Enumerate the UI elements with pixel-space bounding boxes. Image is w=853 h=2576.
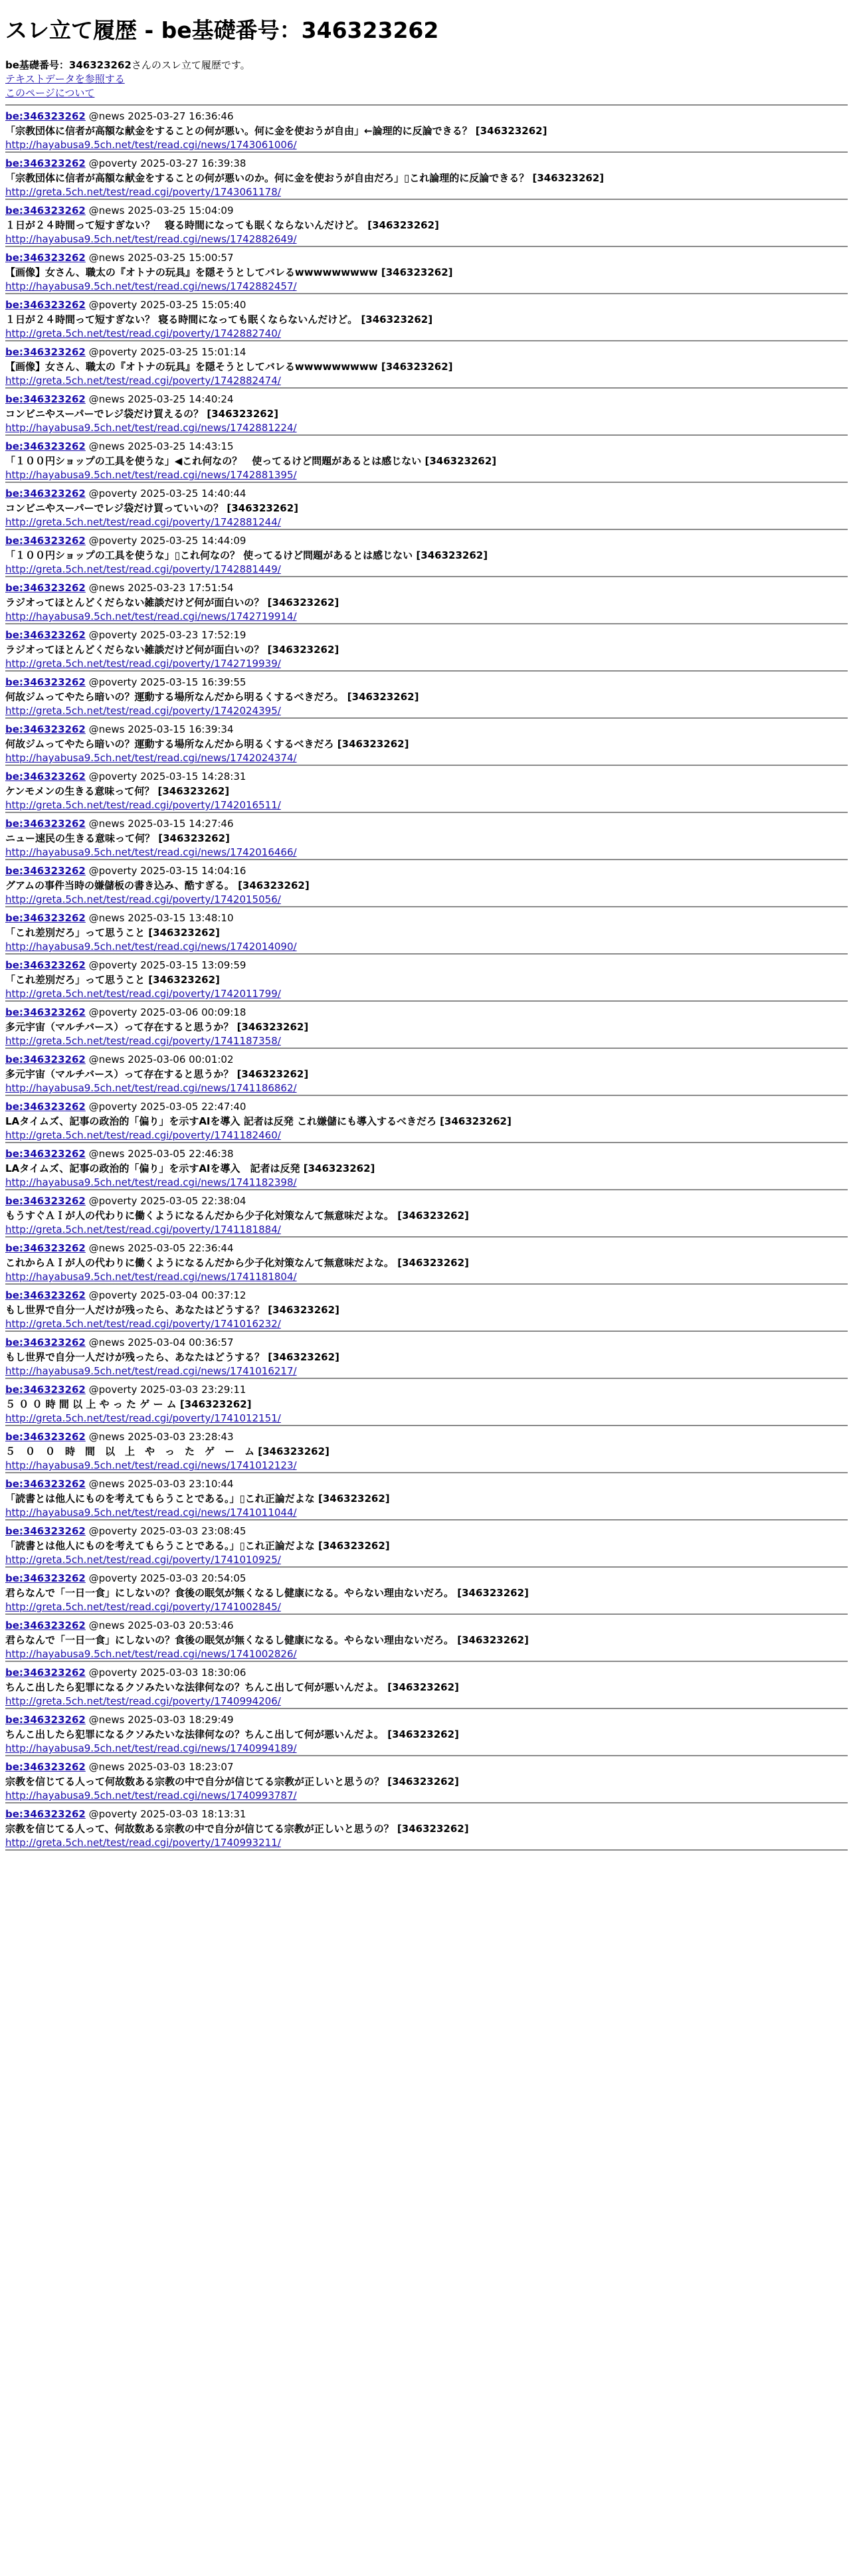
entry-header bbox=[5, 534, 848, 549]
entry-header bbox=[5, 1053, 848, 1067]
be-id-link[interactable]: be:346323262 bbox=[5, 205, 86, 217]
entry-header bbox=[5, 1336, 848, 1350]
entry-board-date: @poverty 2025-03-03 20:54:05 bbox=[88, 1572, 246, 1584]
thread-url-link[interactable]: http://greta.5ch.net/test/read.cgi/poverty/1740993211/ bbox=[5, 1837, 281, 1849]
list-item bbox=[5, 1662, 848, 1709]
list-item bbox=[5, 577, 848, 624]
be-id-link[interactable]: be:346323262 bbox=[5, 1289, 86, 1301]
entry-board-date: @poverty 2025-03-25 15:01:14 bbox=[88, 346, 246, 358]
be-id-link[interactable]: be:346323262 bbox=[5, 1195, 86, 1207]
entry-board-date: @news 2025-03-03 18:29:49 bbox=[88, 1714, 234, 1726]
be-id-link[interactable]: be:346323262 bbox=[5, 535, 86, 547]
thread-url-link[interactable]: http://greta.5ch.net/test/read.cgi/poverty/1742011799/ bbox=[5, 988, 281, 1000]
about-page-link[interactable]: このページについて bbox=[5, 87, 95, 99]
be-id-link[interactable]: be:346323262 bbox=[5, 1808, 86, 1820]
list-item bbox=[5, 860, 848, 907]
thread-url-link[interactable]: http://greta.5ch.net/test/read.cgi/poverty/1742719939/ bbox=[5, 658, 281, 670]
thread-title: LAタイムズ、記事の政治的「偏り」を示すAIを導入 記者は反発 これ嫌儲にも導入するべきだろ [346323262] bbox=[5, 1115, 512, 1127]
entry-header bbox=[5, 110, 848, 124]
thread-title: ニュー速民の生きる意味って何？ [346323262] bbox=[5, 832, 230, 844]
be-id-link[interactable]: be:346323262 bbox=[5, 1336, 86, 1348]
entry-header bbox=[5, 959, 848, 973]
entry-board-date: @news 2025-03-25 14:40:24 bbox=[88, 393, 234, 405]
thread-url-link[interactable]: http://greta.5ch.net/test/read.cgi/poverty/1741187358/ bbox=[5, 1035, 281, 1048]
list-item bbox=[5, 200, 848, 247]
entry-header bbox=[5, 911, 848, 926]
thread-history-list bbox=[5, 104, 848, 1851]
thread-title: 何故ジムってやたら暗いの？運動する場所なんだから明るくするべきだろ。 [346323262] bbox=[5, 690, 419, 703]
thread-url-link[interactable]: http://greta.5ch.net/test/read.cgi/poverty/1741012151/ bbox=[5, 1412, 281, 1425]
thread-url-link[interactable]: http://hayabusa9.5ch.net/test/read.cgi/news/1742881224/ bbox=[5, 422, 297, 434]
entry-board-date: @poverty 2025-03-03 23:08:45 bbox=[88, 1525, 246, 1537]
entry-board-date: @poverty 2025-03-25 15:05:40 bbox=[88, 299, 246, 311]
thread-title: もし世界で自分一人だけが残ったら、あなたはどうする？ [346323262] bbox=[5, 1303, 339, 1316]
thread-title: ちんこ出したら犯罪になるクソみたいな法律何なの？ちんこ出して何が悪いんだよ。 [346323262] bbox=[5, 1728, 459, 1740]
list-item bbox=[5, 1568, 848, 1615]
list-item bbox=[5, 1096, 848, 1143]
entry-board-date: @news 2025-03-04 00:36:57 bbox=[88, 1336, 234, 1348]
thread-title: ちんこ出したら犯罪になるクソみたいな法律何なの？ちんこ出して何が悪いんだよ。 [346323262] bbox=[5, 1681, 459, 1693]
be-id-link[interactable]: be:346323262 bbox=[5, 393, 86, 405]
entry-board-date: @poverty 2025-03-25 14:44:09 bbox=[88, 535, 246, 547]
thread-title: 【画像】女さん、職太の『オトナの玩具』を隠そうとしてバレるwwwwwwwww [346323262] bbox=[5, 360, 453, 373]
thread-url-link[interactable]: http://greta.5ch.net/test/read.cgi/poverty/1742024395/ bbox=[5, 705, 281, 717]
list-item bbox=[5, 1426, 848, 1473]
entry-board-date: @news 2025-03-25 15:04:09 bbox=[88, 205, 234, 217]
entry-board-date: @news 2025-03-15 16:39:34 bbox=[88, 723, 234, 735]
thread-url-link[interactable]: http://hayabusa9.5ch.net/test/read.cgi/news/1741012123/ bbox=[5, 1459, 297, 1472]
be-id-link[interactable]: be:346323262 bbox=[5, 1006, 86, 1018]
be-id-link[interactable]: be:346323262 bbox=[5, 723, 86, 735]
entry-header bbox=[5, 298, 848, 313]
entry-header bbox=[5, 345, 848, 360]
thread-url-link[interactable]: http://greta.5ch.net/test/read.cgi/poverty/1741016232/ bbox=[5, 1318, 281, 1331]
thread-url-link[interactable]: http://hayabusa9.5ch.net/test/read.cgi/news/1741182398/ bbox=[5, 1176, 297, 1189]
list-item bbox=[5, 389, 848, 436]
be-label: be基礎番号：346323262 bbox=[5, 59, 132, 71]
thread-title: 君らなんで「一日一食」にしないの？食後の眠気が無くなるし健康になる。やらない理由ないだろ。 [346323262] bbox=[5, 1633, 529, 1646]
thread-title: 多元宇宙（マルチバース）って存在すると思うか？ [346323262] bbox=[5, 1067, 309, 1080]
be-id-link[interactable]: be:346323262 bbox=[5, 157, 86, 169]
entry-header bbox=[5, 817, 848, 832]
page-title: スレ立て履歴 - be基礎番号：346323262 bbox=[5, 17, 439, 43]
entry-board-date: @poverty 2025-03-15 14:04:16 bbox=[88, 865, 246, 877]
entry-header bbox=[5, 1807, 848, 1822]
thread-url-link[interactable]: http://greta.5ch.net/test/read.cgi/poverty/1742882474/ bbox=[5, 375, 281, 387]
entry-header bbox=[5, 440, 848, 454]
list-item bbox=[5, 530, 848, 577]
thread-url-link[interactable]: http://hayabusa9.5ch.net/test/read.cgi/news/1742016466/ bbox=[5, 846, 297, 859]
entry-header bbox=[5, 628, 848, 643]
thread-url-link[interactable]: http://greta.5ch.net/test/read.cgi/poverty/1742881244/ bbox=[5, 516, 281, 529]
be-id-link[interactable]: be:346323262 bbox=[5, 1714, 86, 1726]
list-item bbox=[5, 1049, 848, 1096]
entry-header bbox=[5, 1524, 848, 1539]
thread-title: 「１００円ショップの工具を使うな」◀これ何なの？ 使ってるけど問題があるとは感じない [346323262] bbox=[5, 454, 497, 467]
entry-header bbox=[5, 723, 848, 737]
entry-board-date: @news 2025-03-27 16:36:46 bbox=[88, 110, 234, 122]
entry-board-date: @news 2025-03-25 14:43:15 bbox=[88, 440, 234, 452]
list-item bbox=[5, 1190, 848, 1238]
be-info bbox=[5, 58, 848, 100]
be-id-link[interactable]: be:346323262 bbox=[5, 1525, 86, 1537]
thread-title: 「宗教団体に信者が高額な献金をすることの何が悪い。何に金を使おうが自由」←論理的に反論できる？ [346323262] bbox=[5, 124, 547, 137]
be-suffix: さんのスレ立て履歴です。 bbox=[131, 59, 250, 71]
list-item bbox=[5, 1238, 848, 1285]
list-item bbox=[5, 719, 848, 766]
thread-title: コンビニやスーパーでレジ袋だけ買えるの？ [346323262] bbox=[5, 407, 278, 420]
entry-board-date: @poverty 2025-03-06 00:09:18 bbox=[88, 1006, 246, 1018]
entry-board-date: @poverty 2025-03-27 16:39:38 bbox=[88, 157, 246, 169]
list-item bbox=[5, 1285, 848, 1332]
thread-title: ラジオってほとんどくだらない雑談だけど何が面白いの？ [346323262] bbox=[5, 643, 339, 656]
be-id-link[interactable]: be:346323262 bbox=[5, 1431, 86, 1443]
entry-header bbox=[5, 1100, 848, 1115]
thread-title: ５ ０ ０ 時 間 以 上 や っ た ゲ ー ム [346323262] bbox=[5, 1398, 252, 1410]
be-id-link[interactable]: be:346323262 bbox=[5, 488, 86, 500]
thread-title: LAタイムズ、記事の政治的「偏り」を示すAIを導入 記者は反発 [346323262] bbox=[5, 1162, 375, 1174]
entry-board-date: @news 2025-03-05 22:46:38 bbox=[88, 1148, 234, 1160]
be-id-link[interactable]: be:346323262 bbox=[5, 912, 86, 924]
be-id-link[interactable]: be:346323262 bbox=[5, 1478, 86, 1490]
be-id-link[interactable]: be:346323262 bbox=[5, 1148, 86, 1160]
be-id-link[interactable]: be:346323262 bbox=[5, 771, 86, 782]
be-id-link[interactable]: be:346323262 bbox=[5, 346, 86, 358]
thread-url-link[interactable]: http://greta.5ch.net/test/read.cgi/poverty/1741002845/ bbox=[5, 1601, 281, 1613]
thread-url-link[interactable]: http://greta.5ch.net/test/read.cgi/poverty/1742882740/ bbox=[5, 327, 281, 340]
thread-url-link[interactable]: http://greta.5ch.net/test/read.cgi/poverty/1742016511/ bbox=[5, 799, 281, 812]
entry-board-date: @news 2025-03-25 15:00:57 bbox=[88, 252, 234, 264]
be-id-link[interactable]: be:346323262 bbox=[5, 582, 86, 594]
be-id-link[interactable]: be:346323262 bbox=[5, 299, 86, 311]
list-item bbox=[5, 1143, 848, 1190]
thread-title: ラジオってほとんどくだらない雑談だけど何が面白いの？ [346323262] bbox=[5, 596, 339, 608]
list-item bbox=[5, 1756, 848, 1803]
thread-url-link[interactable]: http://greta.5ch.net/test/read.cgi/poverty/1741181884/ bbox=[5, 1224, 281, 1236]
thread-title: １日が２４時間って短すぎない？ 寝る時間になっても眠くならないんだけど。 [346323262] bbox=[5, 219, 439, 231]
thread-title: ５ ０ ０ 時 間 以 上 や っ た ゲ ー ム [346323262] bbox=[5, 1445, 330, 1457]
entry-header bbox=[5, 1713, 848, 1728]
entry-board-date: @poverty 2025-03-25 14:40:44 bbox=[88, 488, 246, 500]
entry-board-date: @news 2025-03-05 22:36:44 bbox=[88, 1242, 234, 1254]
thread-url-link[interactable]: http://hayabusa9.5ch.net/test/read.cgi/news/1742881395/ bbox=[5, 469, 297, 482]
entry-header bbox=[5, 1147, 848, 1162]
entry-board-date: @poverty 2025-03-03 23:29:11 bbox=[88, 1384, 246, 1396]
thread-title: コンビニやスーパーでレジ袋だけ買っていいの？ [346323262] bbox=[5, 502, 298, 514]
entry-header bbox=[5, 581, 848, 596]
entry-board-date: @poverty 2025-03-04 00:37:12 bbox=[88, 1289, 246, 1301]
list-item bbox=[5, 341, 848, 389]
entry-board-date: @poverty 2025-03-05 22:38:04 bbox=[88, 1195, 246, 1207]
be-id-link[interactable]: be:346323262 bbox=[5, 1384, 86, 1396]
entry-board-date: @poverty 2025-03-03 18:13:31 bbox=[88, 1808, 246, 1820]
entry-header bbox=[5, 1242, 848, 1256]
list-item bbox=[5, 1379, 848, 1426]
thread-title: これからＡＩが人の代わりに働くようになるんだから少子化対策なんて無意味だよな。 [346323262] bbox=[5, 1256, 469, 1269]
thread-url-link[interactable]: http://greta.5ch.net/test/read.cgi/poverty/1741182460/ bbox=[5, 1129, 281, 1142]
list-item bbox=[5, 247, 848, 294]
entry-header bbox=[5, 251, 848, 266]
entry-header bbox=[5, 676, 848, 690]
be-id-link[interactable]: be:346323262 bbox=[5, 865, 86, 877]
entry-board-date: @poverty 2025-03-15 14:28:31 bbox=[88, 771, 246, 782]
list-item bbox=[5, 436, 848, 483]
entry-board-date: @poverty 2025-03-23 17:52:19 bbox=[88, 629, 246, 641]
list-item bbox=[5, 1709, 848, 1756]
thread-title: 「読書とは他人にものを考えてもらうことである。」▯これ正論だよな [346323262] bbox=[5, 1492, 390, 1505]
entry-header bbox=[5, 487, 848, 502]
entry-header bbox=[5, 770, 848, 784]
thread-url-link[interactable]: http://hayabusa9.5ch.net/test/read.cgi/news/1742719914/ bbox=[5, 610, 297, 623]
list-item bbox=[5, 955, 848, 1002]
be-id-link[interactable]: be:346323262 bbox=[5, 252, 86, 264]
thread-url-link[interactable]: http://hayabusa9.5ch.net/test/read.cgi/news/1743061006/ bbox=[5, 139, 297, 151]
list-item bbox=[5, 672, 848, 719]
entry-header bbox=[5, 1289, 848, 1303]
entry-board-date: @news 2025-03-03 23:28:43 bbox=[88, 1431, 234, 1443]
be-id-link[interactable]: be:346323262 bbox=[5, 110, 86, 122]
thread-title: ケンモメンの生きる意味って何？ [346323262] bbox=[5, 784, 230, 797]
entry-header bbox=[5, 1383, 848, 1398]
thread-url-link[interactable]: http://hayabusa9.5ch.net/test/read.cgi/news/1741016217/ bbox=[5, 1365, 297, 1378]
thread-title: もし世界で自分一人だけが残ったら、あなたはどうする？ [346323262] bbox=[5, 1350, 339, 1363]
entry-header bbox=[5, 157, 848, 171]
entry-header bbox=[5, 1006, 848, 1020]
entry-board-date: @news 2025-03-03 20:53:46 bbox=[88, 1619, 234, 1631]
thread-title: 「これ差別だろ」って思うこと [346323262] bbox=[5, 973, 220, 986]
thread-title: 【画像】女さん、職太の『オトナの玩具』を隠そうとしてバレるwwwwwwwww [346323262] bbox=[5, 266, 453, 278]
thread-url-link[interactable]: http://greta.5ch.net/test/read.cgi/poverty/1742015056/ bbox=[5, 893, 281, 906]
be-id-link[interactable]: be:346323262 bbox=[5, 1054, 86, 1065]
list-item bbox=[5, 1803, 848, 1851]
thread-url-link[interactable]: http://hayabusa9.5ch.net/test/read.cgi/news/1742882457/ bbox=[5, 280, 297, 293]
thread-title: グアムの事件当時の嫌儲板の書き込み、酷すぎる。 [346323262] bbox=[5, 879, 310, 891]
entry-board-date: @poverty 2025-03-03 18:30:06 bbox=[88, 1667, 246, 1679]
thread-title: 君らなんで「一日一食」にしないの？食後の眠気が無くなるし健康になる。やらない理由ないだろ。 [346323262] bbox=[5, 1586, 529, 1599]
thread-url-link[interactable]: http://hayabusa9.5ch.net/test/read.cgi/news/1742024374/ bbox=[5, 752, 297, 765]
entry-board-date: @news 2025-03-23 17:51:54 bbox=[88, 582, 234, 594]
be-id-link[interactable]: be:346323262 bbox=[5, 1242, 86, 1254]
entry-header bbox=[5, 1760, 848, 1775]
list-item bbox=[5, 766, 848, 813]
text-data-link[interactable]: テキストデータを参照する bbox=[5, 73, 125, 85]
entry-header bbox=[5, 1477, 848, 1492]
thread-title: 多元宇宙（マルチバース）って存在すると思うか？ [346323262] bbox=[5, 1020, 309, 1033]
list-item bbox=[5, 483, 848, 530]
thread-title: 「１００円ショップの工具を使うな」▯これ何なの？ 使ってるけど問題があるとは感じない [346323262] bbox=[5, 549, 488, 561]
thread-title: 「これ差別だろ」って思うこと [346323262] bbox=[5, 926, 220, 939]
thread-url-link[interactable]: http://hayabusa9.5ch.net/test/read.cgi/news/1742014090/ bbox=[5, 941, 297, 953]
be-id-link[interactable]: be:346323262 bbox=[5, 440, 86, 452]
thread-title: １日が２４時間って短すぎない？ 寝る時間になっても眠くならないんだけど。 [346323262] bbox=[5, 313, 433, 325]
thread-title: 「読書とは他人にものを考えてもらうことである。」▯これ正論だよな [346323262] bbox=[5, 1539, 390, 1552]
thread-url-link[interactable]: http://hayabusa9.5ch.net/test/read.cgi/news/1741186862/ bbox=[5, 1082, 297, 1095]
page bbox=[0, 17, 853, 1851]
entry-header bbox=[5, 1666, 848, 1681]
entry-board-date: @news 2025-03-03 23:10:44 bbox=[88, 1478, 234, 1490]
thread-title: 何故ジムってやたら暗いの？運動する場所なんだから明るくするべきだろ [346323262] bbox=[5, 737, 409, 750]
thread-url-link[interactable]: http://hayabusa9.5ch.net/test/read.cgi/news/1741002826/ bbox=[5, 1648, 297, 1661]
list-item bbox=[5, 153, 848, 200]
list-item bbox=[5, 106, 848, 153]
thread-title: 宗教を信じてる人って何故数ある宗教の中で自分が信じてる宗教が正しいと思うの？ [346323262] bbox=[5, 1775, 459, 1788]
be-description bbox=[5, 58, 848, 72]
thread-url-link[interactable]: http://greta.5ch.net/test/read.cgi/poverty/1742881449/ bbox=[5, 563, 281, 576]
entry-header bbox=[5, 1619, 848, 1633]
thread-url-link[interactable]: http://greta.5ch.net/test/read.cgi/poverty/1741010925/ bbox=[5, 1554, 281, 1566]
be-id-link[interactable]: be:346323262 bbox=[5, 1572, 86, 1584]
thread-url-link[interactable]: http://greta.5ch.net/test/read.cgi/poverty/1740994206/ bbox=[5, 1695, 281, 1708]
thread-url-link[interactable]: http://hayabusa9.5ch.net/test/read.cgi/news/1741011044/ bbox=[5, 1507, 297, 1519]
list-item bbox=[5, 1615, 848, 1662]
list-item bbox=[5, 813, 848, 860]
entry-board-date: @news 2025-03-03 18:23:07 bbox=[88, 1761, 234, 1773]
entry-header bbox=[5, 204, 848, 219]
entry-header bbox=[5, 393, 848, 407]
list-item bbox=[5, 1520, 848, 1568]
be-id-link[interactable]: be:346323262 bbox=[5, 818, 86, 830]
thread-title: 宗教を信じてる人って、何故数ある宗教の中で自分が信じてる宗教が正しいと思うの？ [346323262] bbox=[5, 1822, 469, 1835]
thread-title: 「宗教団体に信者が高額な献金をすることの何が悪いのか。何に金を使おうが自由だろ」▯これ論理的に反論できる？ [346323262] bbox=[5, 171, 605, 184]
entry-board-date: @news 2025-03-15 13:48:10 bbox=[88, 912, 234, 924]
entry-board-date: @poverty 2025-03-15 16:39:55 bbox=[88, 676, 246, 688]
thread-url-link[interactable]: http://hayabusa9.5ch.net/test/read.cgi/news/1741181804/ bbox=[5, 1271, 297, 1283]
be-id-link[interactable]: be:346323262 bbox=[5, 1667, 86, 1679]
entry-board-date: @poverty 2025-03-05 22:47:40 bbox=[88, 1101, 246, 1113]
be-id-link[interactable]: be:346323262 bbox=[5, 629, 86, 641]
entry-header bbox=[5, 1194, 848, 1209]
entry-board-date: @poverty 2025-03-15 13:09:59 bbox=[88, 959, 246, 971]
thread-url-link[interactable]: http://hayabusa9.5ch.net/test/read.cgi/news/1740994189/ bbox=[5, 1742, 297, 1755]
list-item bbox=[5, 907, 848, 955]
entry-header bbox=[5, 864, 848, 879]
thread-url-link[interactable]: http://greta.5ch.net/test/read.cgi/poverty/1743061178/ bbox=[5, 186, 281, 199]
thread-title: もうすぐＡＩが人の代わりに働くようになるんだから少子化対策なんて無意味だよな。 [346323262] bbox=[5, 1209, 469, 1222]
entry-board-date: @news 2025-03-15 14:27:46 bbox=[88, 818, 234, 830]
list-item bbox=[5, 294, 848, 341]
be-id-link[interactable]: be:346323262 bbox=[5, 1619, 86, 1631]
entry-header bbox=[5, 1430, 848, 1445]
thread-url-link[interactable]: http://hayabusa9.5ch.net/test/read.cgi/news/1740993787/ bbox=[5, 1790, 297, 1802]
be-id-link[interactable]: be:346323262 bbox=[5, 1101, 86, 1113]
be-id-link[interactable]: be:346323262 bbox=[5, 1761, 86, 1773]
thread-url-link[interactable]: http://hayabusa9.5ch.net/test/read.cgi/news/1742882649/ bbox=[5, 233, 297, 246]
entry-header bbox=[5, 1572, 848, 1586]
be-id-link[interactable]: be:346323262 bbox=[5, 959, 86, 971]
list-item bbox=[5, 1002, 848, 1049]
entry-board-date: @news 2025-03-06 00:01:02 bbox=[88, 1054, 234, 1065]
list-item bbox=[5, 624, 848, 672]
list-item bbox=[5, 1473, 848, 1520]
be-id-link[interactable]: be:346323262 bbox=[5, 676, 86, 688]
list-item bbox=[5, 1332, 848, 1379]
